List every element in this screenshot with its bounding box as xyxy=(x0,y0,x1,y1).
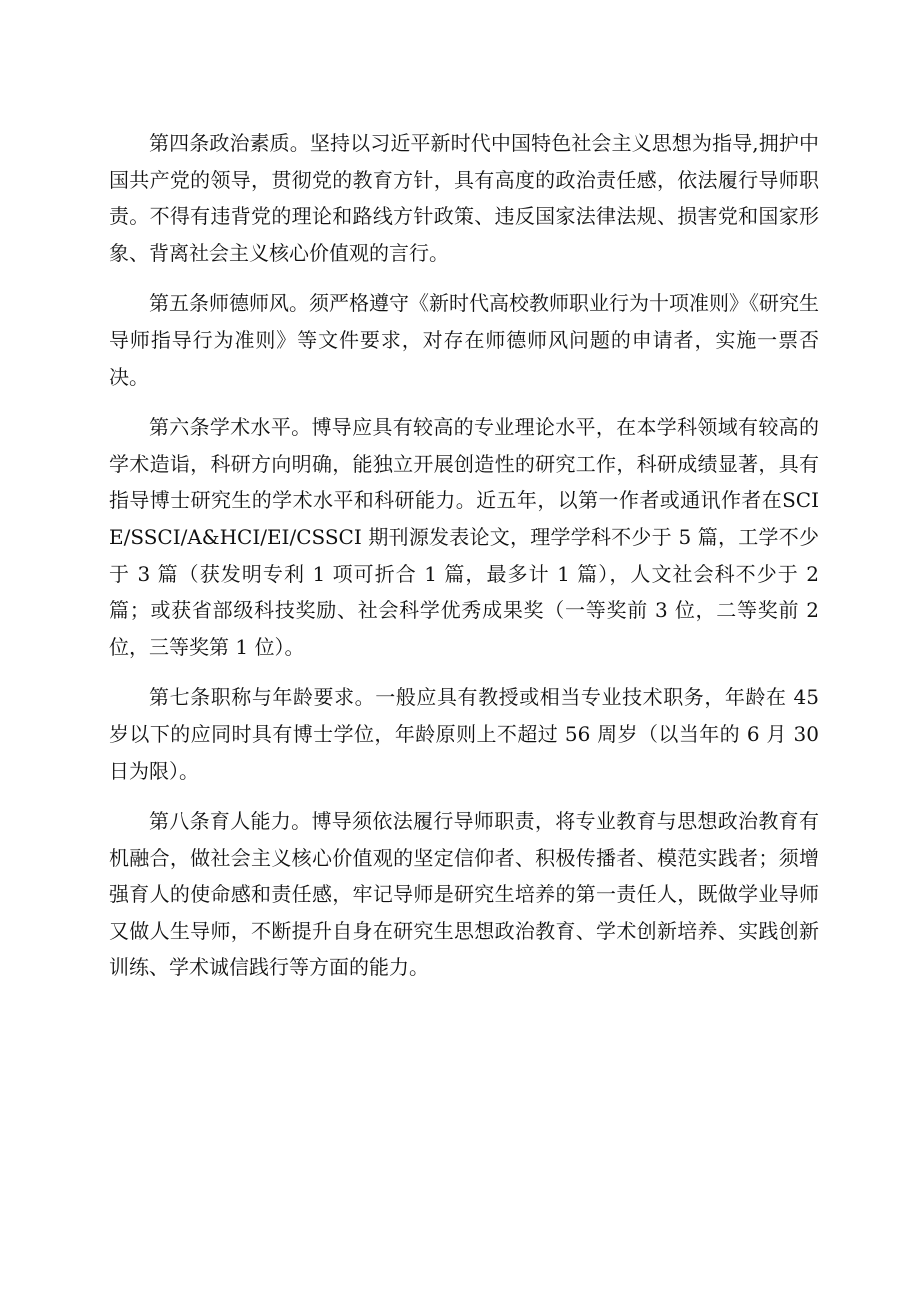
paragraph-article-8: 第八条育人能力。博导须依法履行导师职责，将专业教育与思想政治教育有机融合，做社会主义核心价值观的坚定信仰者、积极传播者、模范实践者；须增强育人的使命感和责任感，牢记导师是研究生培养的第一责任人，既做学业导师又做人生导师，不断提升自身在研究生思想政治教育、学术创新培养、实践创新训练、学术诚信践行等方面的能力。 xyxy=(109,809,819,980)
paragraph-article-6: 第六条学术水平。博导应具有较高的专业理论水平，在本学科领域有较高的学术造诣，科研方向明确，能独立开展创造性的研究工作，科研成绩显著，具有指导博士研究生的学术水平和科研能力。近五年，以第一作者或通讯作者在SCIE/SSCI/A&HCI/EI/CSSCI 期刊源发表论文，理学学科不少于 5 篇，工学不少于 3 篇（获发明专利 1 项可折合 1 篇，最多计 1 篇），人文社会科不少于 2 篇；或获省部级科技奖励、社会科学优秀成果奖（一等奖前 3 位，二等奖前 2 位，三等奖第 1 位）。 xyxy=(109,415,819,659)
document-body xyxy=(109,125,819,1000)
paragraph-article-4: 第四条政治素质。坚持以习近平新时代中国特色社会主义思想为指导,拥护中国共产党的领导，贯彻党的教育方针，具有高度的政治责任感，依法履行导师职责。不得有违背党的理论和路线方针政策、违反国家法律法规、损害党和国家形象、背离社会主义核心价值观的言行。 xyxy=(109,131,819,265)
paragraph-article-7: 第七条职称与年龄要求。一般应具有教授或相当专业技术职务，年龄在 45 岁以下的应同时具有博士学位，年龄原则上不超过 56 周岁（以当年的 6 月 30 日为限）。 xyxy=(109,685,819,783)
paragraph-article-5: 第五条师德师风。须严格遵守《新时代高校教师职业行为十项准则》《研究生导师指导行为准则》等文件要求，对存在师德师风问题的申请者，实施一票否决。 xyxy=(109,291,819,389)
